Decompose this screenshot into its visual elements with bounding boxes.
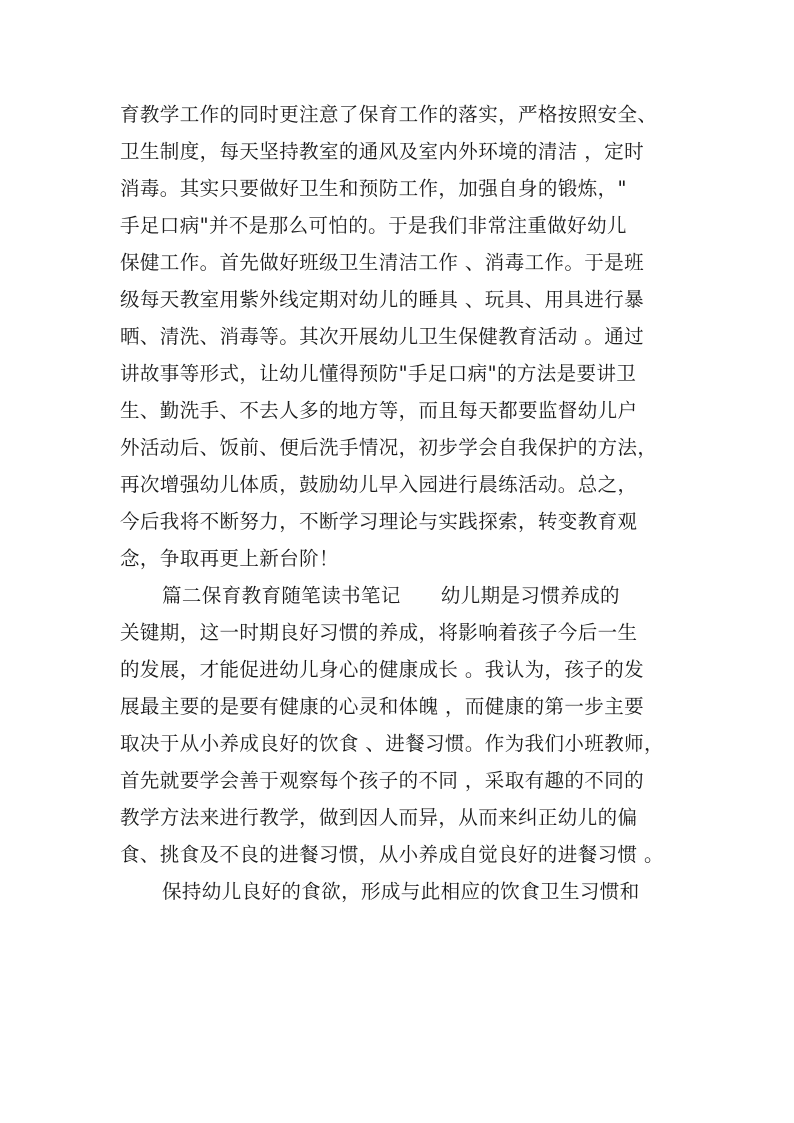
- text-line: 晒、清洗、消毒等。其次开展幼儿卫生保健教育活动 。通过: [120, 325, 644, 348]
- text-line: 今后我将不断努力，不断学习理论与实践探索，转变教育观: [120, 510, 638, 533]
- text-line: 食、挑食及不良的进餐习惯，从小养成自觉良好的进餐习惯 。: [120, 843, 664, 866]
- section-heading-line: [120, 577, 700, 614]
- text-line: 展最主要的是要有健康的心灵和体魄 ，而健康的第一步主要: [120, 695, 644, 718]
- text-line: 首先就要学会善于观察每个孩子的不同 ，采取有趣的不同的: [120, 769, 644, 792]
- text-line: 教学方法来进行教学，做到因人而异，从而来纠正幼儿的偏: [120, 806, 638, 829]
- text-line: 手足口病"并不是那么可怕的。于是我们非常注重做好幼儿: [120, 214, 627, 237]
- text-line: 育教学工作的同时更注意了保育工作的落实，严格按照安全、: [120, 103, 658, 126]
- body-text: [120, 96, 700, 910]
- text-line: 外活动后、饭前、便后洗手情况，初步学会自我保护的方法，: [120, 436, 658, 459]
- paragraph-first-line: 保持幼儿良好的食欲，形成与此相应的饮食卫生习惯和: [162, 880, 640, 903]
- section-heading: 篇二保育教育随笔读书笔记: [162, 584, 401, 607]
- text-line: 消毒。其实只要做好卫生和预防工作，加强自身的锻炼，": [120, 177, 627, 200]
- text-line: 的发展，才能促进幼儿身心的健康成长 。我认为，孩子的发: [120, 658, 644, 681]
- text-line: 生、勤洗手、不去人多的地方等，而且每天都要监督幼儿户: [120, 399, 638, 422]
- text-line: 保健工作。首先做好班级卫生清洁工作 、消毒工作。于是班: [120, 251, 644, 274]
- text-line: 念，争取再更上新台阶！: [120, 547, 339, 570]
- text-line: 再次增强幼儿体质，鼓励幼儿早入园进行晨练活动。总之，: [120, 473, 638, 496]
- text-line: 卫生制度，每天坚持教室的通风及室内外环境的清洁 ，定时: [120, 140, 644, 163]
- text-line: 讲故事等形式，让幼儿懂得预防"手足口病"的方法是要讲卫: [120, 362, 637, 385]
- section-first-text: 幼儿期是习惯养成的: [440, 584, 620, 607]
- text-line: 级每天教室用紫外线定期对幼儿的睡具 、玩具、用具进行暴: [120, 288, 644, 311]
- text-line: 关键期，这一时期良好习惯的养成，将影响着孩子今后一生: [120, 621, 638, 644]
- text-line: 取决于从小养成良好的饮食 、进餐习惯。作为我们小班教师，: [120, 732, 664, 755]
